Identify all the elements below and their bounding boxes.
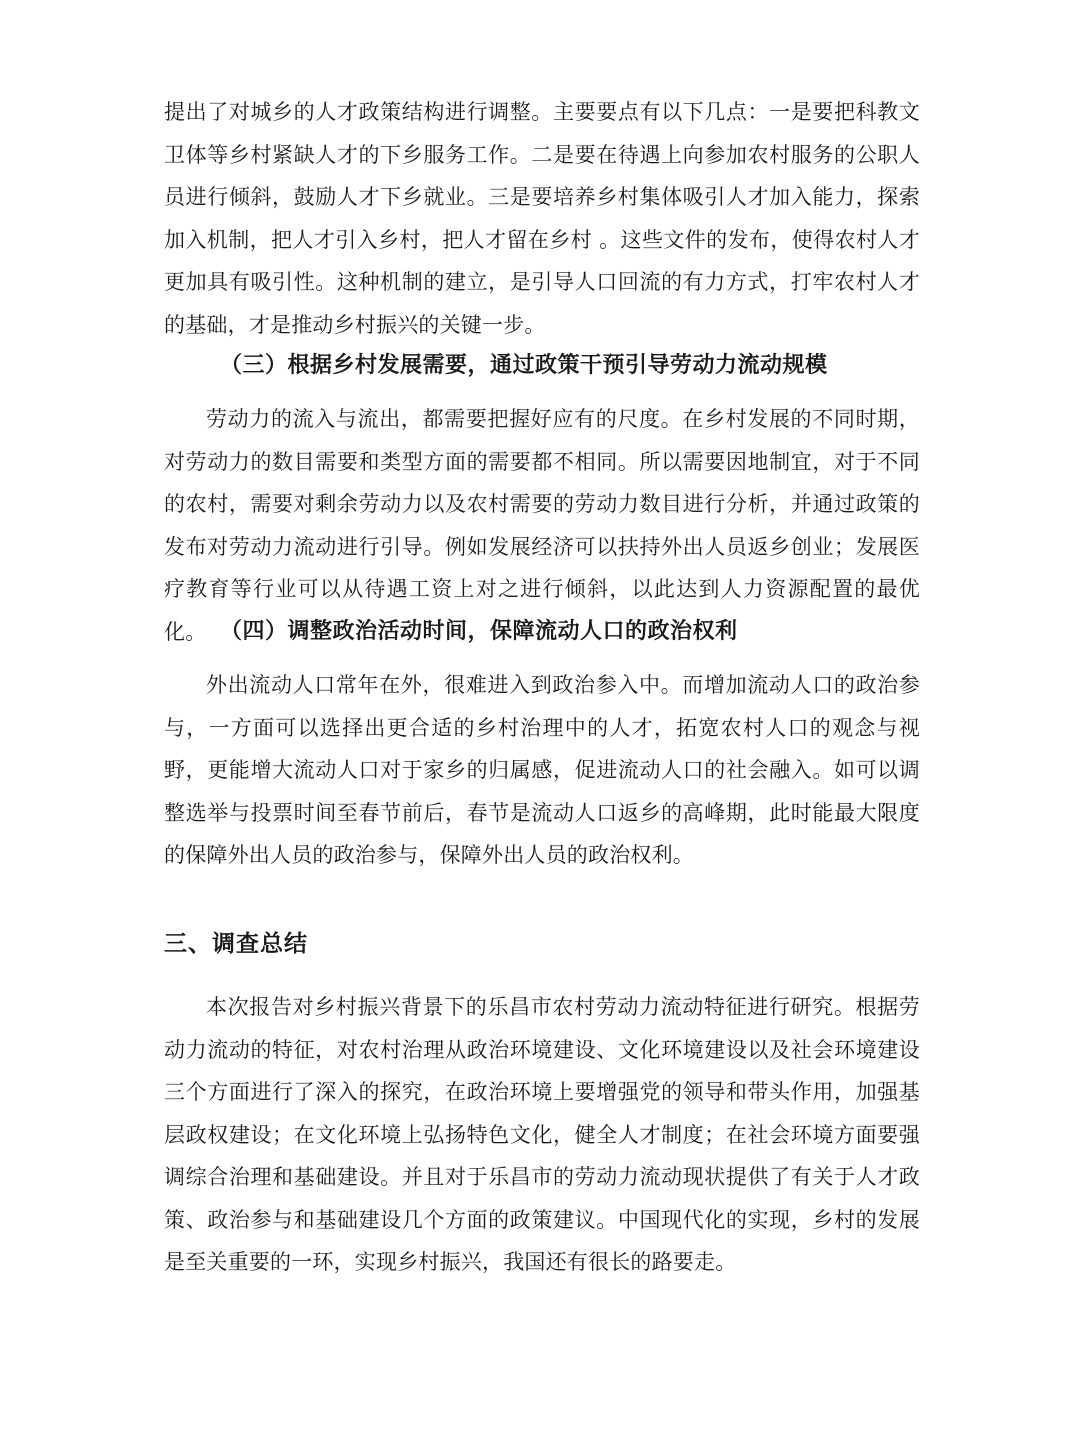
heading-political-rights: （四）调整政治活动时间，保障流动人口的政治权利: [220, 619, 738, 644]
paragraph-talent-policy: 提出了对城乡的人才政策结构进行调整。主要要点有以下几点：一是要把科教文卫体等乡村紧缺人才的下乡服务工作。二是要在待遇上向参加农村服务的公职人员进行倾斜，鼓励人才下乡就业。三是要培养乡村集体吸引人才加入能力，探索加入机制，把人才引入乡村，把人才留在乡村 。这些文件的发布，使得农村人才更加具有吸引性。这种机制的建立，是引导人口回流的有力方式，打牢农村人才的基础，才是推动乡村振兴的关键一步。: [164, 100, 920, 337]
paragraph-summary: 本次报告对乡村振兴背景下的乐昌市农村劳动力流动特征进行研究。根据劳动力流动的特征，对农村治理从政治环境建设、文化环境建设以及社会环境建设三个方面进行了深入的探究，在政治环境上要增强党的领导和带头作用，加强基层政权建设；在文化环境上弘扬特色文化，健全人才制度；在社会环境方面要强调综合治理和基础建设。并且对于乐昌市的劳动力流动现状提供了有关于人才政策、政治参与和基础建设几个方面的政策建议。中国现代化的实现，乡村的发展是至关重要的一环，实现乡村振兴，我国还有很长的路要走。: [164, 995, 920, 1274]
paragraph-labor-flow: 劳动力的流入与流出，都需要把握好应有的尺度。在乡村发展的不同时期，对劳动力的数目需要和类型方面的需要都不相同。所以需要因地制宜，对于不同的农村，需要对剩余劳动力以及农村需要的劳动力数目进行分析，并通过政策的发布对劳动力流动进行引导。例如发展经济可以扶持外出人员返乡创业；发展医疗教育等行业可以从待遇工资上对之进行倾斜，以此达到人力资源配置的最优化。: [164, 407, 920, 644]
section-title-summary: 三、调查总结: [164, 931, 308, 957]
heading-labor-flow-scale: （三）根据乡村发展需要，通过政策干预引导劳动力流动规模: [220, 353, 828, 378]
paragraph-political-participation: 外出流动人口常年在外，很难进入到政治参入中。而增加流动人口的政治参与，一方面可以选择出更合适的乡村治理中的人才，拓宽农村人口的观念与视野，更能增大流动人口对于家乡的归属感，促进流动人口的社会融入。如可以调整选举与投票时间至春节前后，春节是流动人口返乡的高峰期，此时能最大限度的保障外出人员的政治参与，保障外出人员的政治权利。: [164, 673, 920, 867]
